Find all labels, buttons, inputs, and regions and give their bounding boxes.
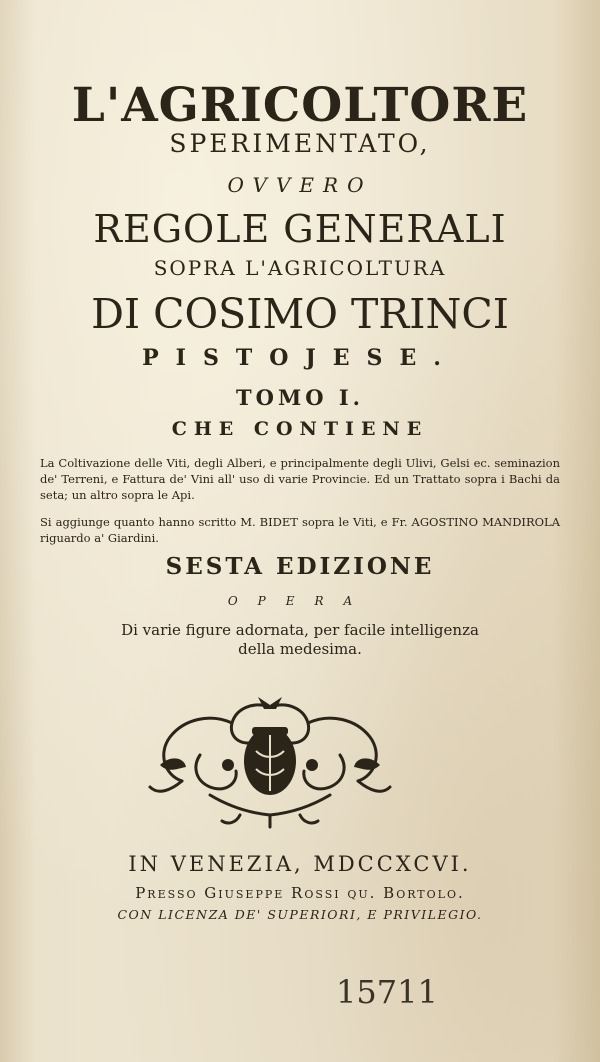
book-subtitle: SPERIMENTATO, — [169, 129, 431, 158]
volume-line: TOMO I. — [236, 385, 364, 410]
figures-note — [0, 621, 600, 659]
rules-heading: REGOLE GENERALI — [93, 207, 507, 251]
addition-note: Si aggiunge quanto hanno scritto M. BIDET sopra le Viti, e Fr. AGOSTINO MANDIROLA riguardo a' Giardini. — [40, 515, 560, 545]
figures-note-line2: della medesima. — [238, 640, 362, 658]
shelf-number: 15711 — [336, 973, 438, 1011]
origin-line: PISTOJESE. — [142, 345, 458, 371]
imprint-license: CON LICENZA DE' SUPERIORI, E PRIVILEGIO. — [117, 907, 483, 922]
printer-ornament-icon — [140, 695, 400, 830]
contents-description: La Coltivazione delle Viti, degli Alberi, e principalmente degli Ulivi, Gelsi ec. seminazion de' Terreni, e Fattura de' Vini all' uso di varie Provincie. Ed un Trattato sopra i Bachi da seta; un altro sopra le Api. — [40, 456, 560, 502]
imprint-place: IN VENEZIA, MDCCXCVI. — [128, 852, 472, 876]
topic-line: SOPRA L'AGRICOLTURA — [153, 256, 447, 280]
ovvero-line: OVVERO — [227, 173, 373, 197]
opera-line: OPERA — [227, 594, 373, 608]
edition-line: SESTA EDIZIONE — [165, 553, 435, 580]
book-title: L'AGRICOLTORE — [71, 78, 529, 133]
figures-note-line1: Di varie figure adornata, per facile intelligenza — [121, 621, 479, 639]
imprint-printer: Presso Giuseppe Rossi qu. Bortolo. — [135, 884, 465, 902]
author-line: DI COSIMO TRINCI — [91, 290, 509, 338]
contains-line: CHE CONTIENE — [171, 418, 429, 440]
